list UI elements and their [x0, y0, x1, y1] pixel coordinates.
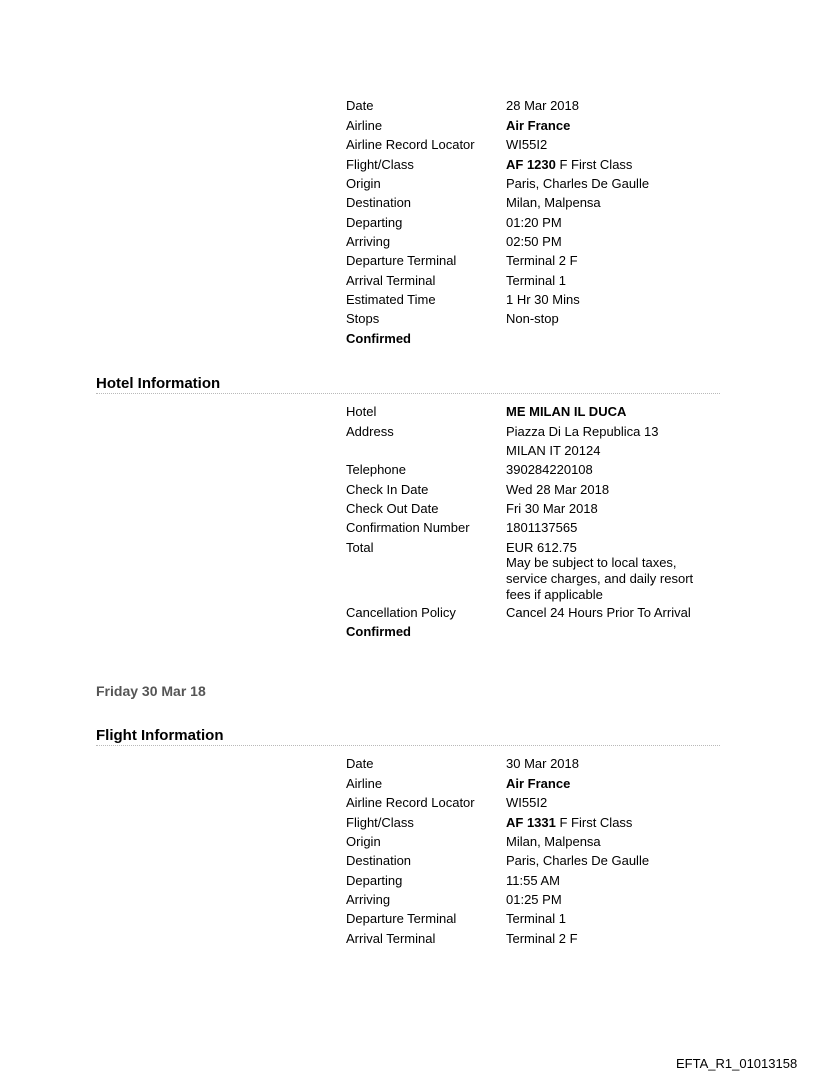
origin-label: Origin: [346, 834, 381, 849]
checkin-value: Wed 28 Mar 2018: [506, 482, 610, 497]
arriving-label: Arriving: [346, 234, 391, 249]
estimated-time-value: 1 Hr 30 Mins: [506, 292, 580, 307]
cancellation-value: Cancel 24 Hours Prior To Arrival: [506, 605, 691, 620]
confirmation-label: Confirmation Number: [346, 520, 470, 535]
arriving-value: 01:25 PM: [506, 892, 562, 907]
hotel-status: Confirmed: [346, 624, 411, 639]
arriving-label: Arriving: [346, 892, 391, 907]
destination-label: Destination: [346, 853, 412, 868]
date-value: 30 Mar 2018: [506, 756, 579, 771]
destination-label: Destination: [346, 195, 412, 210]
locator-value: WI55I2: [506, 137, 548, 152]
telephone-value: 390284220108: [506, 462, 593, 477]
airline-value: Air France: [506, 118, 571, 133]
destination-value: Milan, Malpensa: [506, 195, 601, 210]
checkin-label: Check In Date: [346, 482, 429, 497]
origin-value: Paris, Charles De Gaulle: [506, 176, 650, 191]
arrival-terminal-value: Terminal 1: [506, 273, 566, 288]
departing-label: Departing: [346, 215, 403, 230]
total-note: May be subject to local taxes, service charges, and daily resort fees if applicable: [506, 555, 694, 602]
address-line1: Piazza Di La Republica 13: [506, 424, 659, 439]
flight-number: AF 1230: [506, 157, 556, 172]
departing-label: Departing: [346, 873, 403, 888]
destination-value: Paris, Charles De Gaulle: [506, 853, 650, 868]
date-label: Date: [346, 756, 374, 771]
departure-terminal-value: Terminal 2 F: [506, 253, 578, 268]
address-line2: MILAN IT 20124: [506, 443, 601, 458]
stops-value: Non-stop: [506, 311, 559, 326]
arrival-terminal-label: Arrival Terminal: [346, 931, 436, 946]
arrival-terminal-value: Terminal 2 F: [506, 931, 578, 946]
departure-terminal-value: Terminal 1: [506, 911, 566, 926]
flight-class-value: [506, 156, 632, 173]
airline-label: Airline: [346, 118, 383, 133]
date-label: Date: [346, 98, 374, 113]
flight-class: F First Class: [555, 157, 633, 172]
flight-class: F First Class: [555, 815, 633, 830]
checkout-label: Check Out Date: [346, 501, 439, 516]
flight-class-label: Flight/Class: [346, 157, 414, 172]
locator-label: Airline Record Locator: [346, 137, 475, 152]
arrival-terminal-label: Arrival Terminal: [346, 273, 436, 288]
date-value: 28 Mar 2018: [506, 98, 579, 113]
total-value: EUR 612.75: [506, 540, 577, 555]
departing-value: 11:55 AM: [506, 873, 560, 888]
locator-value: WI55I2: [506, 795, 548, 810]
hotel-section-divider: [96, 393, 720, 394]
flight1-status: Confirmed: [346, 331, 411, 346]
confirmation-value: 1801137565: [506, 520, 578, 535]
origin-value: Milan, Malpensa: [506, 834, 601, 849]
total-label: Total: [346, 540, 374, 555]
departure-terminal-label: Departure Terminal: [346, 253, 457, 268]
locator-label: Airline Record Locator: [346, 795, 475, 810]
airline-value: Air France: [506, 776, 571, 791]
document-id-footer: EFTA_R1_01013158: [676, 1056, 798, 1071]
flight-class-value: [506, 814, 632, 831]
stops-label: Stops: [346, 311, 380, 326]
estimated-time-label: Estimated Time: [346, 292, 436, 307]
cancellation-label: Cancellation Policy: [346, 605, 456, 620]
airline-label: Airline: [346, 776, 383, 791]
arriving-value: 02:50 PM: [506, 234, 562, 249]
origin-label: Origin: [346, 176, 381, 191]
departing-value: 01:20 PM: [506, 215, 562, 230]
flight-section-divider: [96, 745, 720, 746]
address-label: Address: [346, 424, 394, 439]
flight-class-label: Flight/Class: [346, 815, 414, 830]
departure-terminal-label: Departure Terminal: [346, 911, 457, 926]
checkout-value: Fri 30 Mar 2018: [506, 501, 598, 516]
flight-section-title: Flight Information: [96, 727, 224, 744]
hotel-section-title: Hotel Information: [96, 375, 221, 392]
hotel-name: ME MILAN IL DUCA: [506, 404, 627, 419]
telephone-label: Telephone: [346, 462, 406, 477]
hotel-label: Hotel: [346, 404, 377, 419]
flight-number: AF 1331: [506, 815, 556, 830]
day-heading: Friday 30 Mar 18: [96, 683, 206, 699]
